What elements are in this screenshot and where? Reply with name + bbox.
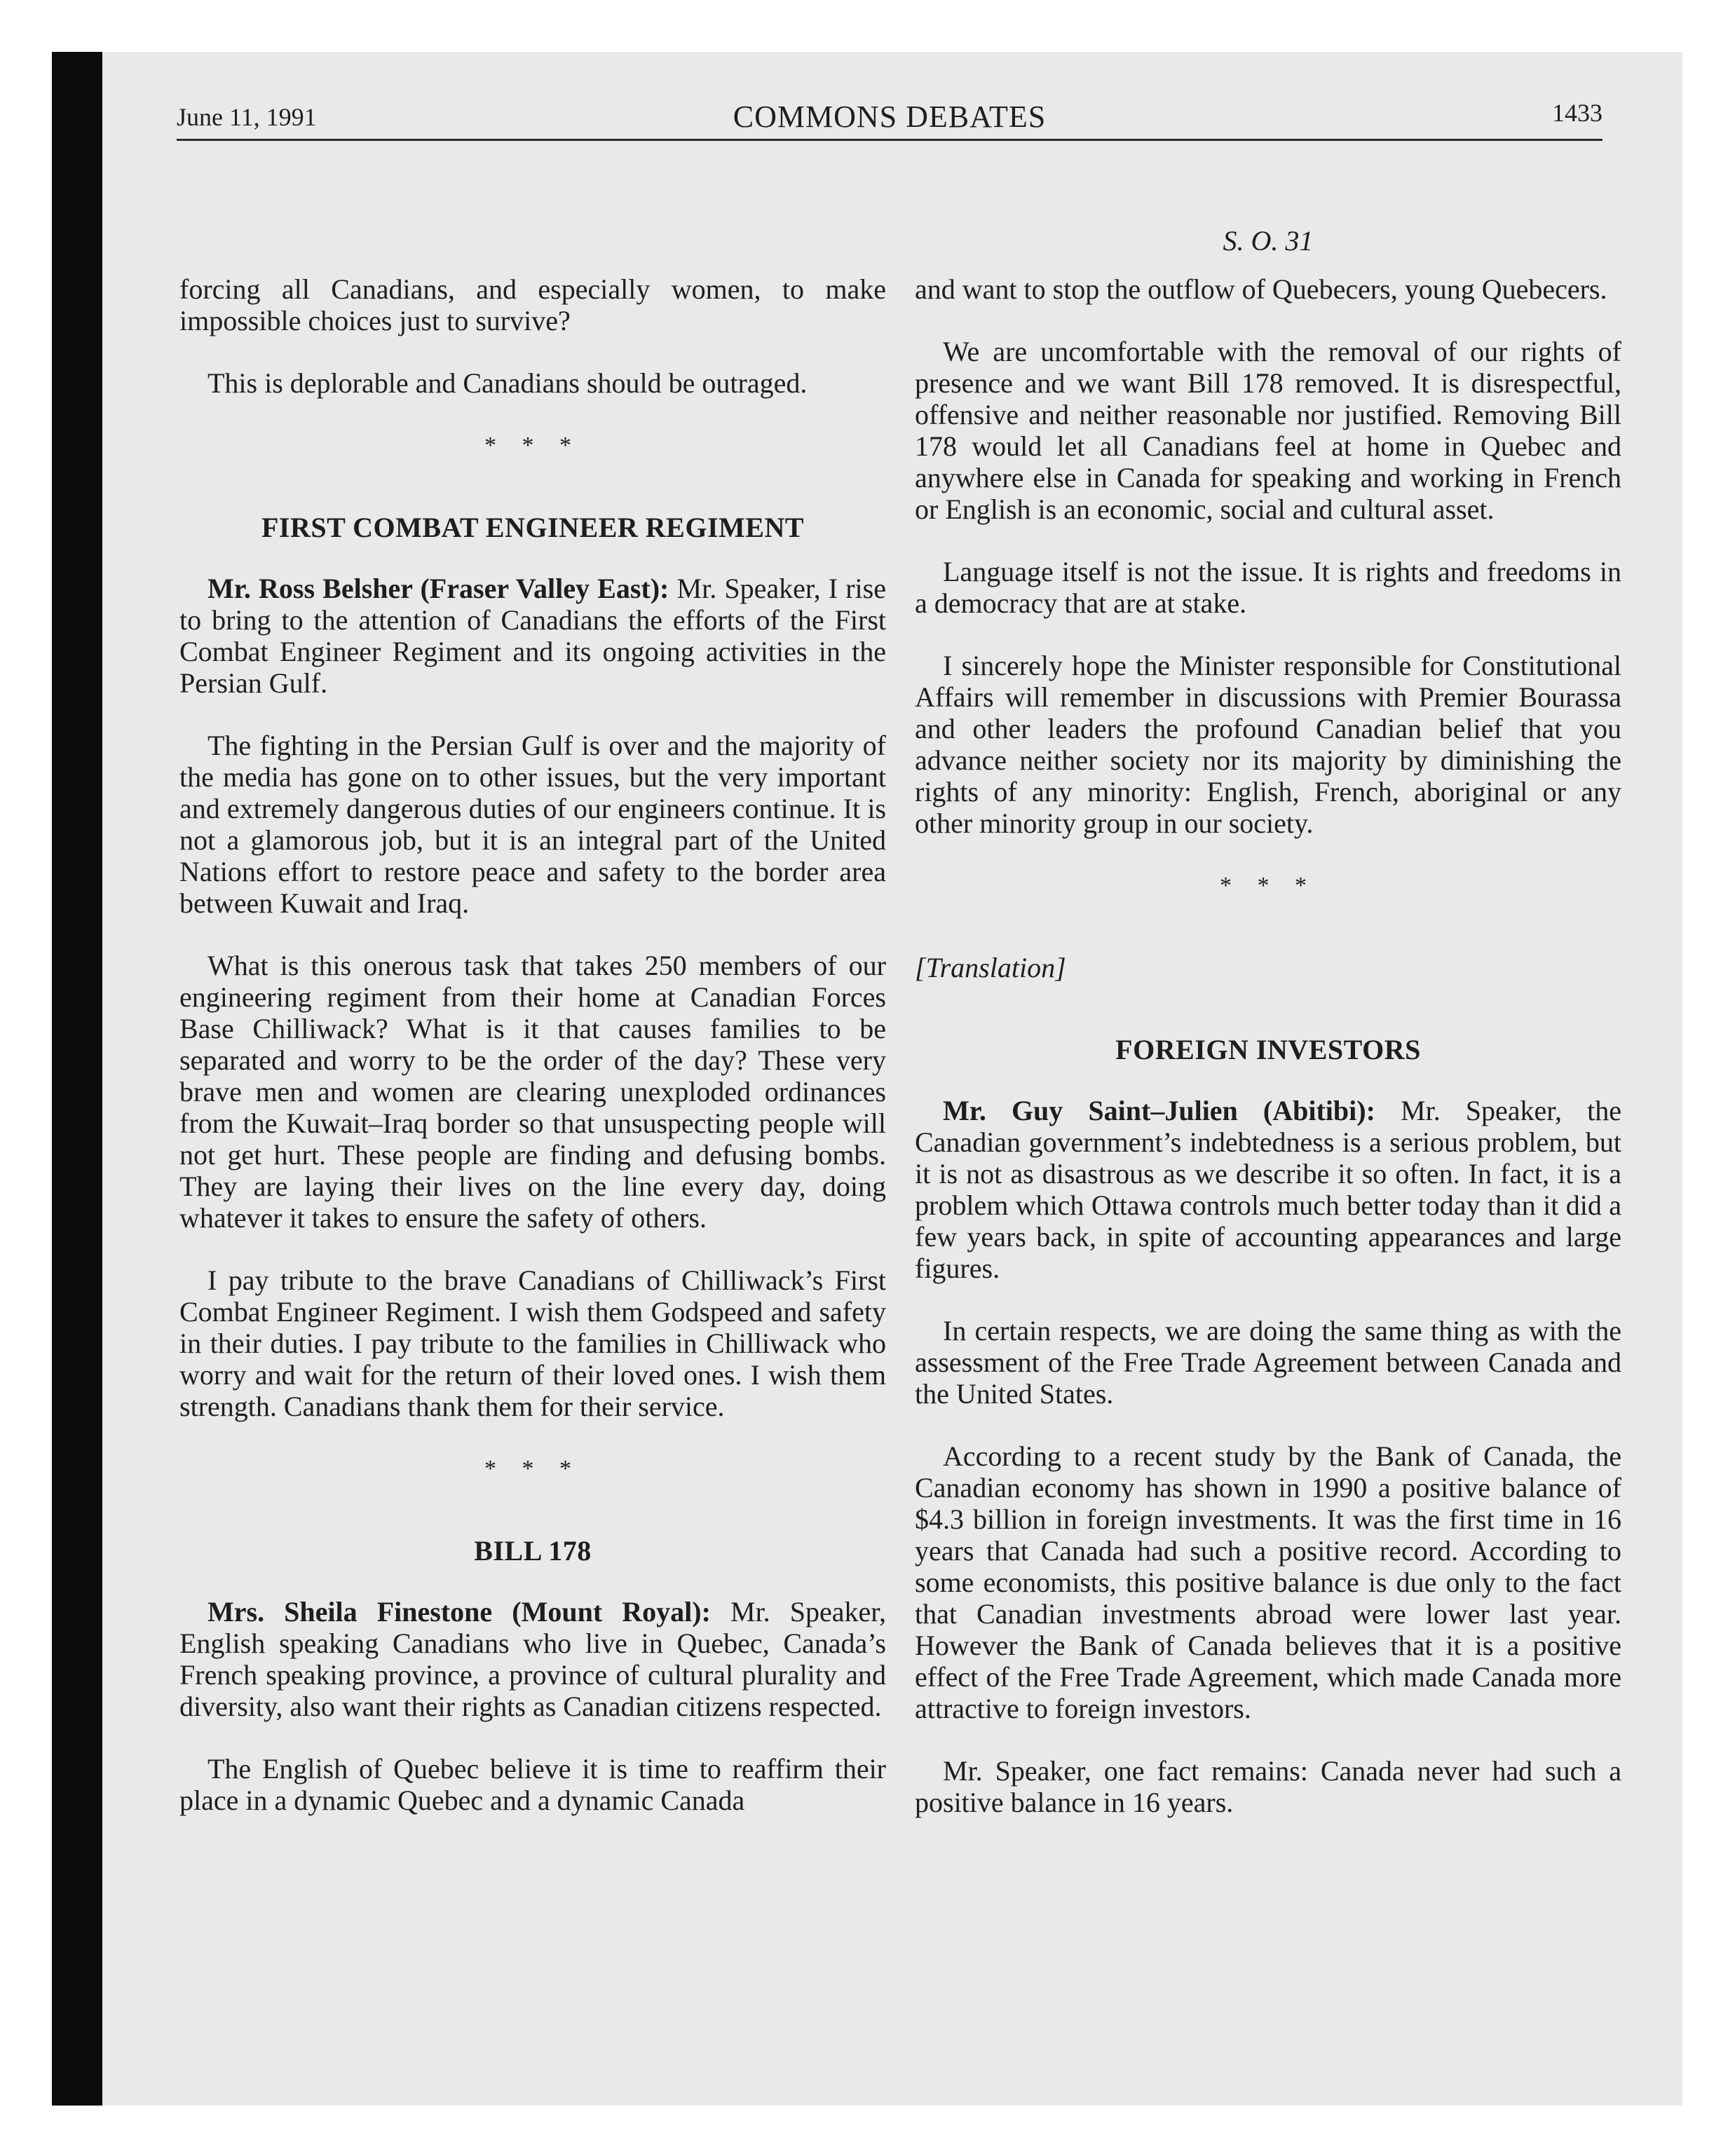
speech-text: Mr. Speaker, the Canadian government’s indebtedness is a serious problem, but it is not as disastrous as we describe it so often. In fact, it is a problem which Ottawa controls much better today than it did a few years back, in spite of accounting appearances and large figures.: [915, 1095, 1621, 1284]
paragraph: We are uncomfortable with the removal of our rights of presence and we want Bill 178 removed. It is disrespectful, offensive and neither reasonable nor justified. Removing Bill 178 would let all Canadians feel at home in Quebec and anywhere else in Canada for speaking and working in French or English is an economic, social and cultural asset.: [915, 336, 1621, 525]
left-column: [179, 273, 886, 1847]
speaker-name: Mr. Ross Belsher (Fraser Valley East):: [207, 573, 669, 604]
paragraph: This is deplorable and Canadians should be outraged.: [207, 367, 808, 399]
translation-tag: [Translation]: [915, 952, 1066, 983]
paragraph: Language itself is not the issue. It is rights and freedoms in a democracy that are at stake.: [915, 556, 1621, 619]
paragraph: forcing all Canadians, and especially women, to make impossible choices just to survive?: [179, 273, 886, 336]
speech-text: Mr. Speaker, English speaking Canadians who live in Quebec, Canada’s French speaking province, a province of cultural plurality and diversity, also want their rights as Canadian citizens respected.: [179, 1596, 887, 1722]
paragraph: Mr. Speaker, one fact remains: Canada never had such a positive balance in 16 years.: [915, 1755, 1621, 1818]
section-divider: * * *: [484, 1456, 581, 1482]
paragraph: The fighting in the Persian Gulf is over and the majority of the media has gone on to other issues, but the very important and extremely dangerous duties of our engineers continue. It is not a glamorous job, but it is an integral part of the United Nations effort to restore peace and safety to the border area between Kuwait and Iraq.: [179, 730, 886, 919]
paragraph: What is this onerous task that takes 250 members of our engineering regiment from their home at Canadian Forces Base Chilliwack? What is it that causes families to be separated and worry to be the order of the day? These very brave men and women are clearing unexploded ordinances from the Kuwait–Iraq border so that unsuspecting people will not get hurt. These people are finding and defusing bombs. They are laying their lives on the line every day, doing whatever it takes to ensure the safety of others.: [179, 950, 886, 1234]
section-divider: * * *: [484, 432, 581, 458]
paragraph: I pay tribute to the brave Canadians of Chilliwack’s First Combat Engineer Regiment. I wish them Godspeed and safety in their duties. I pay tribute to the families in Chilliwack who worry and wait for the return of their loved ones. I wish them strength. Canadians thank them for their service.: [179, 1264, 886, 1422]
section-divider: * * *: [1220, 873, 1316, 899]
binding-edge: [52, 52, 102, 2106]
section-heading: BILL 178: [474, 1535, 592, 1567]
section-reference: S. O. 31: [1223, 225, 1314, 257]
paragraph: In certain respects, we are doing the same thing as with the assessment of the Free Trade Agreement between Canada and the United States.: [915, 1315, 1621, 1410]
right-column: [915, 273, 1621, 1849]
paragraph: The English of Quebec believe it is time to reaffirm their place in a dynamic Quebec and a dynamic Canada: [179, 1753, 886, 1816]
header-title: COMMONS DEBATES: [733, 100, 1047, 134]
paragraph: According to a recent study by the Bank of Canada, the Canadian economy has shown in 1990 a positive balance of $4.3 billion in foreign investments. It was the first time in 16 years that Canada had such a positive record. According to some economists, this positive balance is due only to the fact that Canadian investments abroad were lower last year. However the Bank of Canada believes that it is a positive effect of the Free Trade Agreement, which made Canada more attractive to foreign investors.: [915, 1440, 1621, 1724]
speaker-name: Mrs. Sheila Finestone (Mount Royal):: [207, 1596, 711, 1628]
paragraph: [179, 573, 886, 699]
paragraph: and want to stop the outflow of Quebecers, young Quebecers.: [915, 273, 1607, 305]
paragraph: [179, 1596, 886, 1722]
header-date: June 11, 1991: [177, 103, 317, 131]
running-header: [177, 90, 1603, 141]
paragraph: [915, 1095, 1621, 1284]
paragraph: I sincerely hope the Minister responsible for Constitutional Affairs will remember in discussions with Premier Bourassa and other leaders the profound Canadian belief that you advance neither society nor its majority by diminishing the rights of any minority: English, French, aboriginal or any other minority group in our society.: [915, 650, 1621, 839]
section-heading: FOREIGN INVESTORS: [1115, 1034, 1421, 1065]
section-heading: FIRST COMBAT ENGINEER REGIMENT: [261, 512, 805, 543]
speaker-name: Mr. Guy Saint–Julien (Abitibi):: [943, 1095, 1375, 1126]
speech-text: Mr. Speaker, I rise to bring to the attention of Canadians the efforts of the First Combat Engineer Regiment and its ongoing activities in the Persian Gulf.: [179, 573, 886, 699]
page-number: 1433: [1552, 99, 1603, 127]
